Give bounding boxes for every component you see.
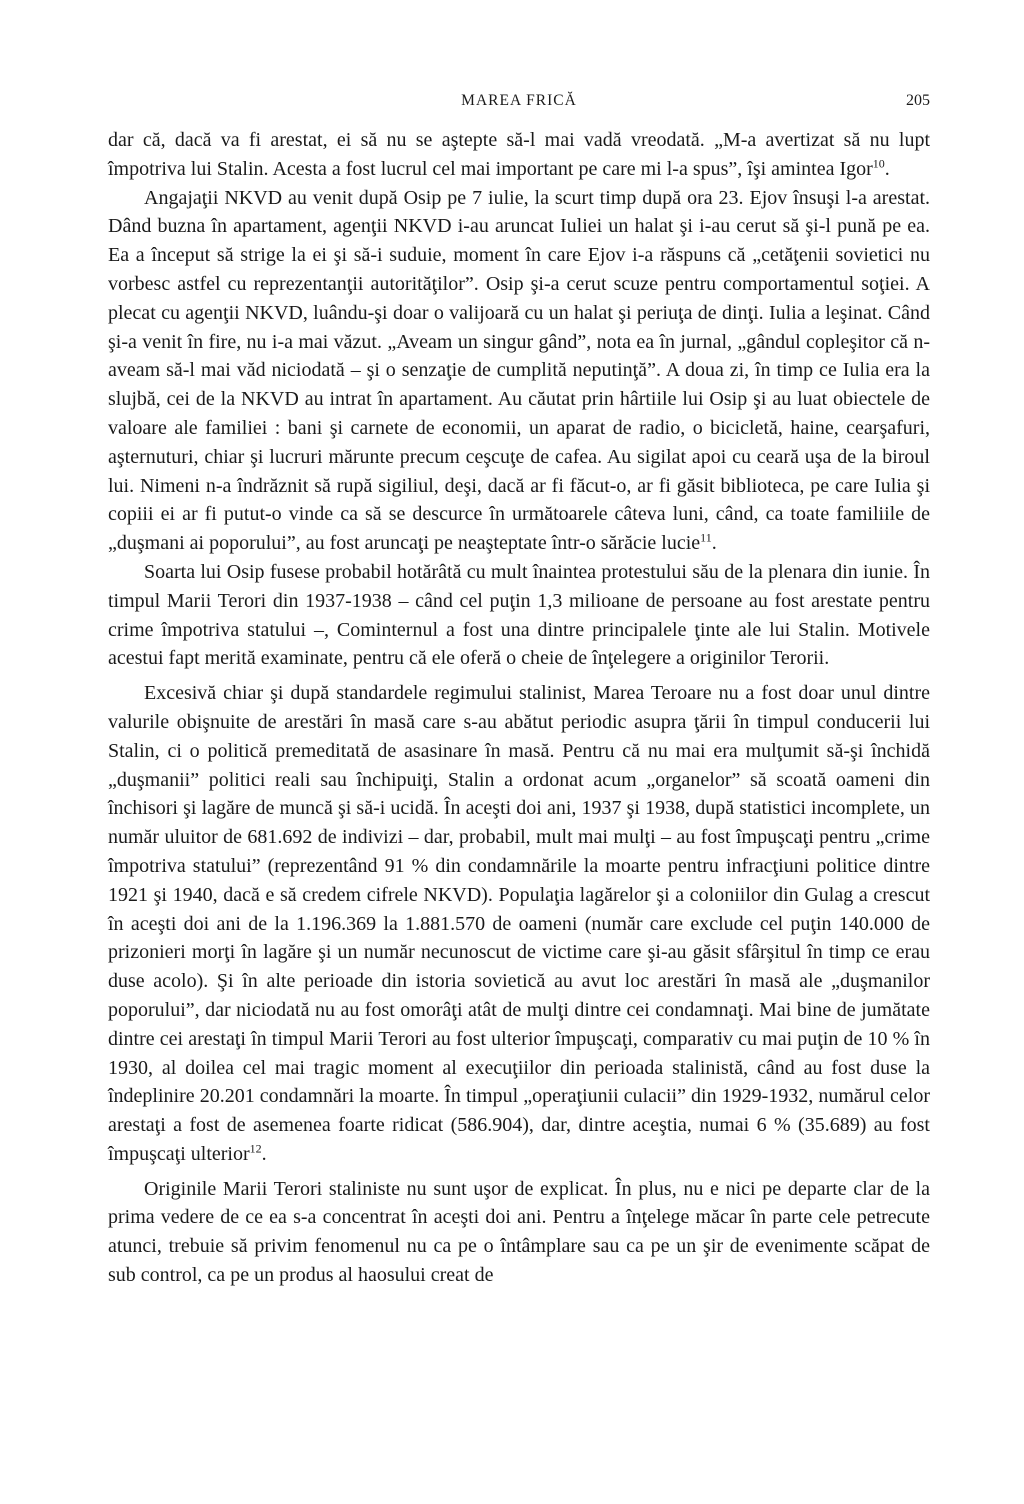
running-title: MAREA FRICĂ — [461, 92, 577, 109]
paragraph-3 — [108, 558, 930, 673]
paragraph-5 — [108, 1175, 930, 1290]
running-head — [108, 88, 930, 116]
footnote-marker: 10 — [872, 156, 885, 171]
body-text — [108, 126, 930, 1290]
text-run: . — [884, 157, 890, 180]
paragraph-2 — [108, 184, 930, 558]
text-run: dar că, dacă va fi arestat, ei să nu se aştepte să-l mai vadă vreodată. „M-a avertizat să nu lupt împotriva lui Stalin. Acesta a fost lucrul cel mai important pe care mi l-a spus”, îşi amintea Igor — [108, 129, 930, 180]
footnote-marker: 11 — [700, 530, 712, 545]
footnote-marker: 12 — [249, 1141, 262, 1156]
text-run: Originile Marii Terori staliniste nu sunt uşor de explicat. În plus, nu e nici pe departe clar de la prima vedere de ce ea s-a concentrat în aceşti doi ani. Pentru a înţelege măcar în parte cele petrecute atunci, trebuie să privim fenomenul nu ca pe o întâmplare sau ca pe un şir de evenimente scăpat de sub control, ca pe un produs al haosului creat de — [108, 1177, 930, 1287]
book-page — [108, 88, 930, 1290]
text-run: . — [711, 532, 717, 555]
text-run: Angajaţii NKVD au venit după Osip pe 7 iulie, la scurt timp după ora 23. Ejov însuşi l-a arestat. Dând buzna în apartament, agenţii NKVD i-au aruncat Iuliei un halat şi i-au cerut să şi-l pună pe ea. Ea a început să strige la ei şi să-i suduie, moment în care Ejov i-a răspuns că „cetăţenii sovietici nu vorbesc astfel cu reprezentanţii autorităţilor”. Osip şi-a cerut scuze pentru comportamentul soţiei. A plecat cu agenţii NKVD, luându-şi doar o valijoară cu un halat şi periuţa de dinţi. Iulia a leşinat. Când şi-a venit în fire, nu i-a mai văzut. „Aveam un singur gând”, nota ea în jurnal, „gândul copleşitor că n-aveam să-l mai văd niciodată – şi o senzaţie de cumplită neputinţă”. A doua zi, în timp ce Iulia era la slujbă, cei de la NKVD au intrat în apartament. Au căutat prin hârtiile lui Osip şi au luat obiectele de valoare ale familiei : bani şi carnete de economii, un aparat de radio, o bicicletă, haine, cearşafuri, aşternuturi, chiar şi lucruri mărunte precum ceşcuţe de cafea. Au sigilat apoi cu ceară uşa de la biroul lui. Nimeni n-a îndrăznit să rupă sigiliul, deşi, dacă ar fi făcut-o, ar fi găsit biblioteca, pe care Iulia şi copiii ei ar fi putut-o vinde ca să se descurce în următoarele câteva luni, când, ca toate familiile de „duşmani ai poporului”, au fost aruncaţi pe neaşteptate într-o sărăcie lucie — [108, 186, 930, 555]
text-run: Soarta lui Osip fusese probabil hotărâtă cu mult înaintea protestului său de la plenara din iunie. În timpul Marii Terori din 1937-1938 – când cel puţin 1,3 milioane de persoane au fost arestate pentru crime împotriva statului –, Cominternul a fost una dintre principalele ţinte ale lui Stalin. Motivele acestui fapt merită examinate, pentru că ele oferă o cheie de înţelegere a originilor Terorii. — [108, 560, 930, 670]
paragraph-4 — [108, 679, 930, 1169]
text-run: . — [261, 1142, 267, 1165]
page-number: 205 — [906, 92, 930, 109]
text-run: Excesivă chiar şi după standardele regimului stalinist, Marea Teroare nu a fost doar unul dintre valurile obişnuite de arestări în masă care s-au abătut periodic asupra ţării în timpul conducerii lui Stalin, ci o politică premeditată de asasinare în masă. Pentru că nu mai era mulţumit să-şi închidă „duşmanii” politici reali sau închipuiţi, Stalin a ordonat acum „organelor” să scoată oameni din închisori şi lagăre de muncă şi să-i ucidă. În aceşti doi ani, 1937 şi 1938, după statistici incomplete, un număr uluitor de 681.692 de indivizi – dar, probabil, mult mai mulţi – au fost împuşcaţi pentru „crime împotriva statului” (reprezentând 91 % din condamnările la moarte pentru infracţiuni politice dintre 1921 şi 1940, dacă e să credem cifrele NKVD). Populaţia lagărelor şi a coloniilor din Gulag a crescut în aceşti doi ani de la 1.196.369 la 1.881.570 de oameni (număr care exclude cel puţin 140.000 de prizonieri morţi în lagăre şi un număr necunoscut de victime care şi-au găsit sfârşitul în timp ce erau duse acolo). Şi în alte perioade din istoria sovietică au avut loc arestări în masă ale „duşmanilor poporului”, dar niciodată nu au fost omorâţi atât de mulţi dintre cei condamnaţi. Mai bine de jumătate dintre cei arestaţi în timpul Marii Terori au fost ulterior împuşcaţi, comparativ cu mai puţin de 10 % în 1930, al doilea cel mai tragic moment al execuţiilor din perioada stalinistă, când au fost duse la îndeplinire 20.201 condamnări la moarte. În timpul „operaţiunii culacii” din 1929-1932, numărul celor arestaţi a fost de asemenea foarte ridicat (586.904), dar, dintre aceştia, numai 6 % (35.689) au fost împuşcaţi ulterior — [108, 682, 930, 1165]
paragraph-1 — [108, 126, 930, 184]
